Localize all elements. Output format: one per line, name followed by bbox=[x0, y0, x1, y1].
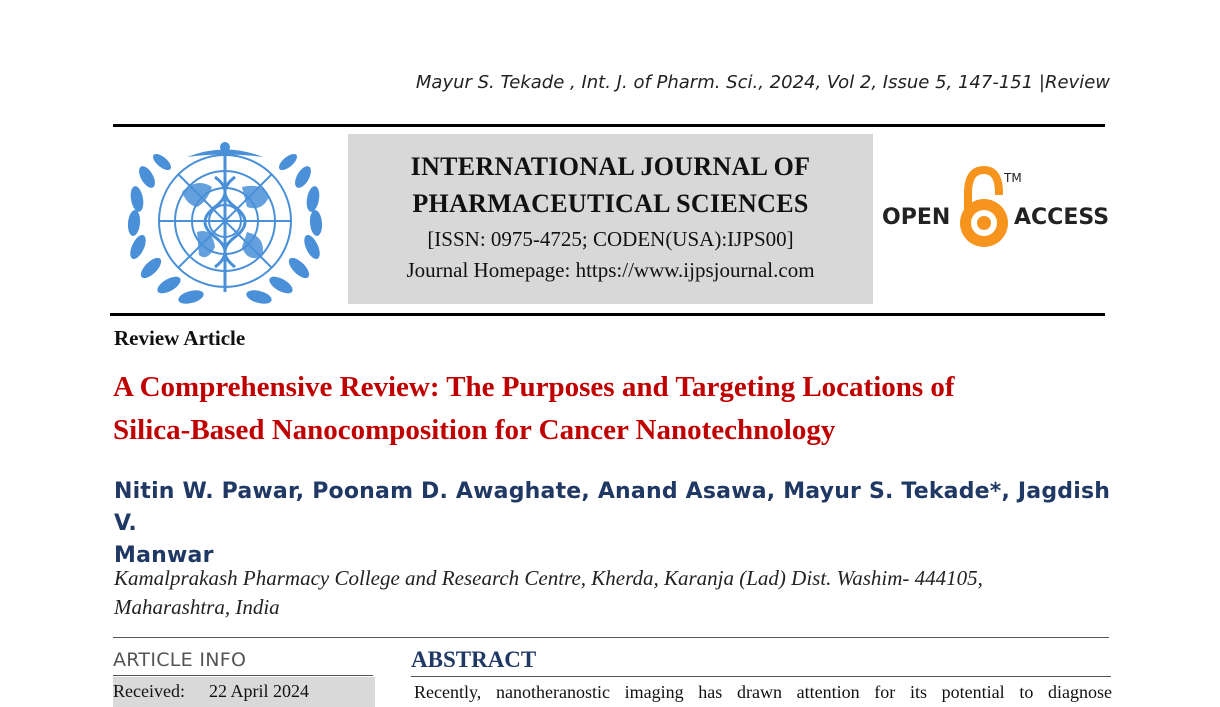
received-date bbox=[113, 681, 309, 702]
open-access-left: OPEN bbox=[882, 205, 951, 230]
open-access-badge bbox=[880, 165, 1108, 255]
received-value: 22 April 2024 bbox=[208, 681, 309, 701]
header-rule-top bbox=[113, 124, 1105, 127]
journal-name-line2: PHARMACEUTICAL SCIENCES bbox=[412, 189, 809, 218]
author-list bbox=[114, 476, 1114, 572]
article-type: Review Article bbox=[114, 326, 246, 350]
abstract-rule bbox=[411, 676, 1111, 677]
header-rule-bottom bbox=[110, 313, 1105, 316]
running-header: Mayur S. Tekade , Int. J. of Pharm. Sci., 2024, Vol 2, Issue 5, 147-151 |Review bbox=[415, 72, 1110, 93]
article-info-rule bbox=[113, 675, 373, 676]
abstract-text: Recently, nanotheranostic imaging has drawn attention for its potential to diagnose bbox=[414, 682, 1112, 702]
affiliation-line-2: Maharashtra, India bbox=[114, 595, 280, 619]
issn-line: [ISSN: 0975-4725; CODEN(USA):IJPS00] bbox=[427, 227, 794, 251]
journal-name-line1: INTERNATIONAL JOURNAL OF bbox=[410, 152, 811, 181]
affiliation bbox=[114, 564, 1104, 622]
open-access-right: ACCESS bbox=[1014, 205, 1108, 230]
un-wreath-caduceus-globe-logo bbox=[127, 137, 323, 309]
open-lock-icon bbox=[960, 170, 1008, 247]
received-label: Received: bbox=[113, 681, 185, 701]
journal-homepage[interactable]: Journal Homepage: https://www.ijpsjournal.com bbox=[406, 258, 815, 282]
article-title bbox=[113, 366, 1103, 452]
title-line-1: A Comprehensive Review: The Purposes and Targeting Locations of bbox=[113, 371, 955, 403]
authors-line-2: Manwar bbox=[114, 543, 214, 568]
abstract-heading: ABSTRACT bbox=[411, 647, 537, 672]
authors-line-1: Nitin W. Pawar, Poonam D. Awaghate, Anand Asawa, Mayur S. Tekade*, Jagdish V. bbox=[114, 479, 1111, 536]
affiliation-line-1: Kamalprakash Pharmacy College and Research Centre, Kherda, Karanja (Lad) Dist. Washim- 444105, bbox=[114, 566, 983, 590]
journal-masthead bbox=[348, 134, 873, 304]
title-line-2: Silica-Based Nanocomposition for Cancer Nanotechnology bbox=[113, 414, 836, 446]
trademark-mark: TM bbox=[1004, 171, 1022, 185]
section-divider bbox=[113, 637, 1109, 638]
article-info-heading: ARTICLE INFO bbox=[113, 649, 247, 671]
